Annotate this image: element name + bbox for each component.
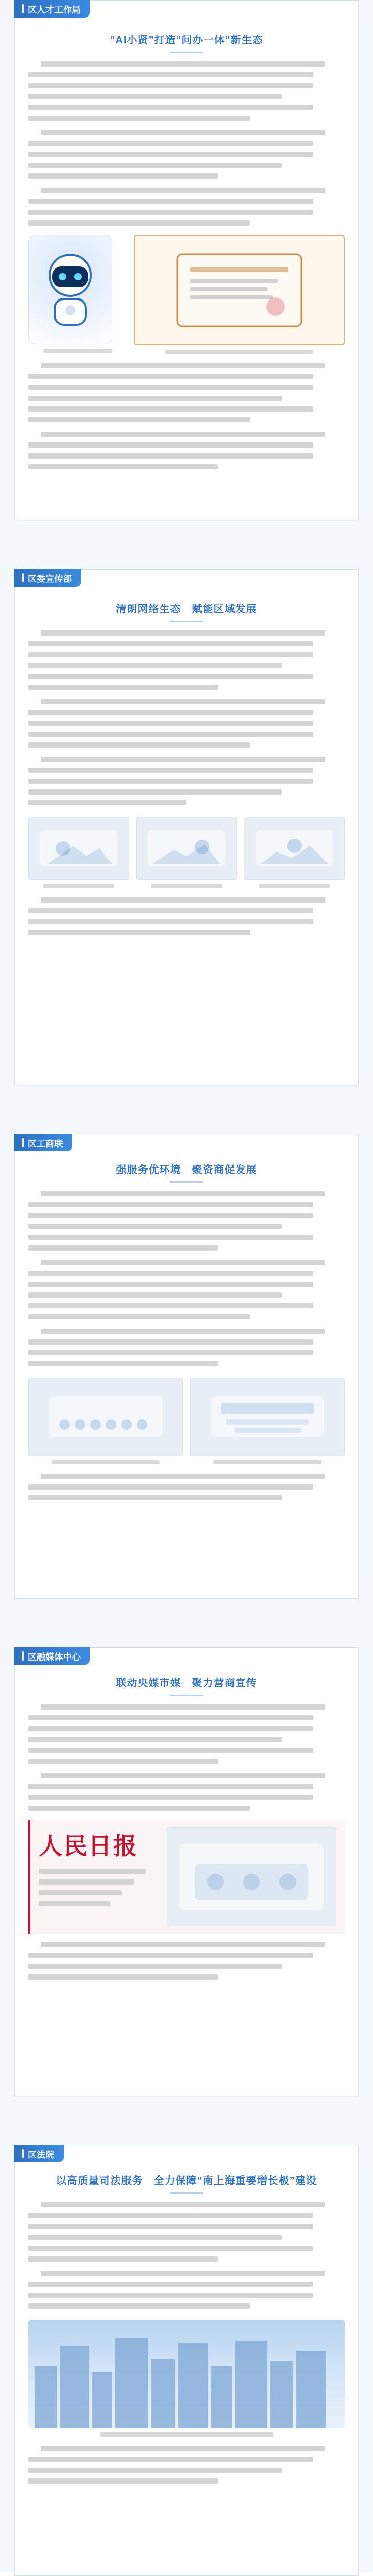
media-highlight <box>28 1820 345 1934</box>
body-text <box>28 363 345 469</box>
text-line <box>28 152 313 157</box>
text-line <box>28 1795 313 1800</box>
text-line <box>39 1879 134 1885</box>
body-text <box>28 1942 345 1980</box>
title-underline <box>170 52 203 53</box>
section-media <box>14 1647 359 2096</box>
mascot-image <box>28 235 112 344</box>
image-row <box>28 235 345 354</box>
audience-icon <box>44 1388 168 1445</box>
text-line <box>28 396 282 401</box>
text-line <box>41 1260 325 1265</box>
image-caption-placeholder <box>213 1460 321 1464</box>
text-line <box>28 919 313 924</box>
image-block <box>28 1378 183 1464</box>
text-line <box>28 210 313 215</box>
text-line <box>39 1901 110 1906</box>
section-tab: 区法院 <box>14 2145 64 2162</box>
text-line <box>28 72 313 77</box>
text-line <box>28 1224 282 1229</box>
event-photo <box>28 817 129 880</box>
text-line <box>41 130 325 135</box>
text-line <box>41 630 325 636</box>
text-line <box>28 1784 313 1789</box>
text-line <box>28 2235 282 2240</box>
text-line <box>41 1191 325 1196</box>
text-line <box>28 1202 313 1207</box>
meeting-photo <box>28 1378 183 1456</box>
text-line <box>28 442 313 448</box>
text-line <box>28 1245 218 1251</box>
text-line <box>28 1235 313 1240</box>
text-line <box>28 2457 313 2462</box>
text-line <box>28 908 313 913</box>
media-logo-block <box>39 1827 158 1912</box>
conference-icon <box>206 1388 330 1445</box>
text-line <box>28 417 250 422</box>
text-line <box>28 789 282 795</box>
text-line <box>41 1474 325 1479</box>
media-photo <box>167 1827 336 1926</box>
image-block <box>134 235 345 354</box>
text-line <box>28 173 218 179</box>
text-line <box>28 1759 218 1764</box>
skyline-image <box>28 2320 345 2428</box>
text-line <box>28 374 313 379</box>
body-text <box>28 1474 345 1500</box>
media-logo: 人民日报 <box>39 1833 138 1859</box>
text-line <box>28 930 250 935</box>
image-block <box>244 817 345 888</box>
section-commerce <box>14 1134 359 1599</box>
text-line <box>28 1213 313 1218</box>
title-underline <box>170 1695 203 1696</box>
text-line <box>28 2282 313 2287</box>
text-line <box>28 1964 282 1969</box>
text-line <box>41 2202 325 2207</box>
text-line <box>41 1704 325 1710</box>
image-caption-placeholder <box>52 1460 160 1464</box>
section-title-text: 联动央媒市媒 聚力营商宣传 <box>116 1678 257 1689</box>
text-line <box>28 1361 218 1366</box>
text-line <box>28 1339 313 1345</box>
body-text <box>28 897 345 935</box>
text-line <box>41 2446 325 2451</box>
text-line <box>41 1942 325 1947</box>
building-shape <box>35 2366 57 2428</box>
text-line <box>28 2468 282 2473</box>
image-caption-placeholder <box>165 350 313 354</box>
image-caption-placeholder <box>43 349 112 353</box>
section-court <box>14 2145 359 2576</box>
image-caption-placeholder <box>100 2432 274 2437</box>
text-line <box>28 1282 313 1287</box>
building-shape <box>151 2359 175 2428</box>
text-line <box>28 1737 282 1742</box>
body-text <box>28 61 345 226</box>
text-line <box>41 61 325 67</box>
text-line <box>41 363 325 368</box>
robot-icon <box>39 248 101 331</box>
body-text <box>28 2202 345 2309</box>
body-text <box>28 630 345 805</box>
title-underline <box>170 621 203 622</box>
text-line <box>28 1495 282 1500</box>
text-line <box>28 116 250 121</box>
text-line <box>39 1890 122 1895</box>
meeting-photo <box>190 1378 345 1456</box>
building-shape <box>270 2361 293 2428</box>
image-caption-placeholder <box>151 884 222 888</box>
text-line <box>28 1715 313 1720</box>
text-line <box>28 105 313 110</box>
image-row <box>28 817 345 888</box>
image-block <box>28 817 129 888</box>
section-tab: 区融媒体中心 <box>14 1647 90 1665</box>
title-underline <box>170 1181 203 1183</box>
section-tab: 区工商联 <box>14 1134 72 1151</box>
section-talent <box>14 0 359 520</box>
text-line <box>28 800 186 805</box>
text-line <box>28 742 250 748</box>
title-underline <box>170 2192 203 2194</box>
text-line <box>41 2271 325 2276</box>
text-line <box>28 1974 218 1980</box>
media-highlight-row <box>39 1827 336 1926</box>
text-line <box>28 685 218 690</box>
text-line <box>28 163 282 168</box>
factory-icon <box>174 1836 329 1918</box>
building-shape <box>60 2346 89 2428</box>
text-line <box>28 83 313 88</box>
image-block <box>190 1378 345 1464</box>
section-tab: 区委宣传部 <box>14 569 81 587</box>
text-line <box>28 453 313 459</box>
text-line <box>41 699 325 704</box>
image-caption-placeholder <box>259 884 330 888</box>
text-line <box>41 1329 325 1334</box>
text-line <box>28 663 282 668</box>
body-text <box>28 1704 345 1811</box>
building-shape <box>235 2341 267 2428</box>
text-line <box>41 432 325 437</box>
section-title <box>28 600 345 622</box>
building-shape <box>296 2351 326 2428</box>
building-shape <box>115 2338 148 2428</box>
text-line <box>28 721 313 726</box>
text-line <box>28 2256 218 2262</box>
section-publicity <box>14 569 359 1085</box>
text-line <box>41 1773 325 1778</box>
image-block <box>28 2320 345 2437</box>
image-row <box>28 2320 345 2437</box>
section-title <box>28 2172 345 2194</box>
text-line <box>28 199 313 204</box>
image-block <box>28 235 127 354</box>
certificate-image <box>134 235 345 345</box>
text-line <box>28 1314 250 1319</box>
text-line <box>28 2213 313 2218</box>
text-line <box>28 1303 313 1308</box>
text-line <box>28 1748 313 1753</box>
text-line <box>28 1726 313 1731</box>
image-block <box>136 817 237 888</box>
text-line <box>28 768 313 773</box>
text-line <box>28 2293 313 2298</box>
text-line <box>28 1484 313 1490</box>
photo-icon <box>253 825 336 872</box>
text-line <box>28 94 282 99</box>
building-shape <box>211 2366 232 2428</box>
text-line <box>28 141 313 146</box>
text-line <box>41 897 325 903</box>
section-title-text: “AI小贤”打造“问办一体”新生态 <box>110 35 263 46</box>
image-row <box>28 1378 345 1464</box>
text-line <box>28 710 313 715</box>
text-line <box>28 2303 250 2309</box>
section-title-text: 强服务优环境 聚资商促发展 <box>116 1164 257 1176</box>
section-title-text: 清朗网络生态 赋能区域发展 <box>116 604 257 615</box>
text-line <box>28 2224 313 2229</box>
text-line <box>39 1869 146 1874</box>
event-photo <box>244 817 345 880</box>
text-line <box>28 406 313 412</box>
text-line <box>28 1350 313 1355</box>
text-line <box>41 757 325 762</box>
text-line <box>28 732 313 737</box>
text-line <box>28 652 313 657</box>
body-text <box>28 2446 345 2484</box>
text-line <box>28 385 313 390</box>
text-line <box>28 2478 218 2484</box>
text-line <box>28 641 313 646</box>
building-shape <box>178 2343 208 2428</box>
image-caption-placeholder <box>43 884 114 888</box>
text-line <box>28 1292 282 1298</box>
photo-icon <box>37 825 120 872</box>
text-line <box>28 2246 313 2251</box>
text-line <box>28 779 313 784</box>
section-title-text: 以高质量司法服务 全力保障“南上海重要增长极”建设 <box>56 2175 317 2187</box>
building-shape <box>92 2372 112 2428</box>
text-line <box>28 464 218 469</box>
section-title <box>28 31 345 53</box>
text-line <box>28 674 313 679</box>
certificate-icon <box>172 249 306 331</box>
photo-icon <box>145 825 228 872</box>
text-line <box>41 188 325 193</box>
text-line <box>28 1806 250 1811</box>
section-title <box>28 1674 345 1696</box>
section-title <box>28 1161 345 1183</box>
text-line <box>28 220 250 226</box>
text-line <box>28 1271 313 1276</box>
body-text <box>28 1191 345 1366</box>
event-photo <box>136 817 237 880</box>
section-tab: 区人才工作局 <box>14 0 90 18</box>
text-line <box>28 1953 313 1958</box>
